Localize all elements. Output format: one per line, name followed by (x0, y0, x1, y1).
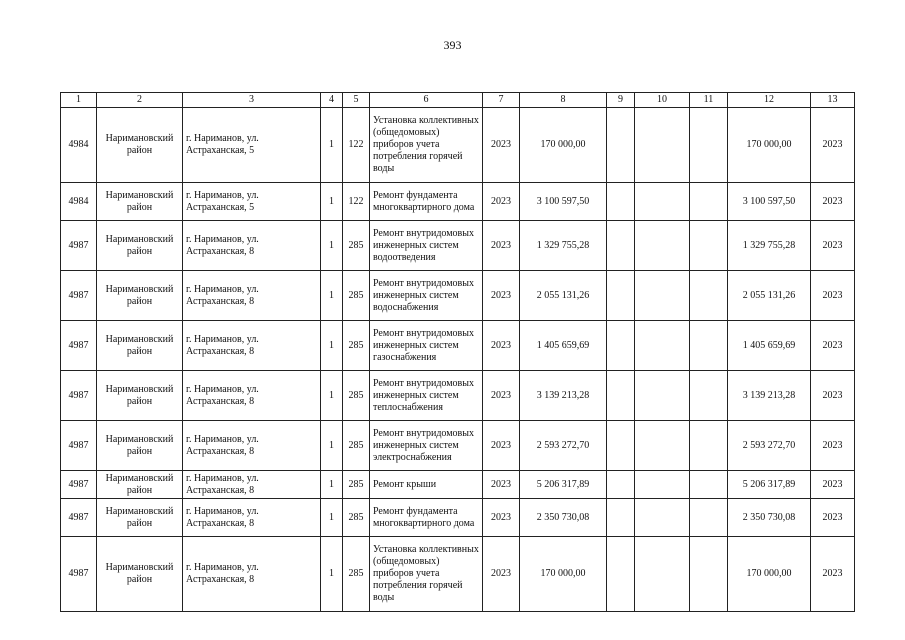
cell-col11 (690, 471, 728, 499)
cell-col9 (607, 221, 635, 271)
cell-col10 (635, 471, 690, 499)
cell-col13: 2023 (811, 471, 855, 499)
cell-col10 (635, 537, 690, 612)
cell-year: 2023 (483, 499, 520, 537)
col-header-13: 13 (811, 93, 855, 108)
cell-col5: 285 (343, 471, 370, 499)
cell-col4: 1 (321, 221, 343, 271)
cell-col9 (607, 537, 635, 612)
cell-col4: 1 (321, 499, 343, 537)
cell-year: 2023 (483, 537, 520, 612)
table-row (61, 471, 855, 499)
cell-amount: 170 000,00 (520, 108, 607, 183)
cell-col10 (635, 321, 690, 371)
cell-address: г. Нариманов, ул. Астраханская, 8 (183, 421, 321, 471)
cell-id: 4987 (61, 421, 97, 471)
cell-col10 (635, 371, 690, 421)
cell-district: Наримановский район (97, 271, 183, 321)
cell-year: 2023 (483, 471, 520, 499)
col-header-1: 1 (61, 93, 97, 108)
cell-year: 2023 (483, 183, 520, 221)
cell-work-type: Ремонт внутридомовых инженерных систем газоснабжения (370, 321, 483, 371)
col-header-11: 11 (690, 93, 728, 108)
cell-year: 2023 (483, 221, 520, 271)
cell-district: Наримановский район (97, 221, 183, 271)
cell-address: г. Нариманов, ул. Астраханская, 8 (183, 321, 321, 371)
cell-col11 (690, 371, 728, 421)
cell-col13: 2023 (811, 499, 855, 537)
cell-col12: 3 100 597,50 (728, 183, 811, 221)
cell-col4: 1 (321, 183, 343, 221)
cell-col5: 285 (343, 371, 370, 421)
cell-col12: 170 000,00 (728, 537, 811, 612)
cell-address: г. Нариманов, ул. Астраханская, 8 (183, 221, 321, 271)
table-body (61, 93, 855, 612)
cell-col12: 2 593 272,70 (728, 421, 811, 471)
cell-col4: 1 (321, 421, 343, 471)
cell-id: 4987 (61, 271, 97, 321)
cell-col9 (607, 183, 635, 221)
cell-col5: 122 (343, 183, 370, 221)
cell-district: Наримановский район (97, 108, 183, 183)
cell-col4: 1 (321, 321, 343, 371)
cell-address: г. Нариманов, ул. Астраханская, 8 (183, 371, 321, 421)
cell-col4: 1 (321, 271, 343, 321)
cell-col9 (607, 471, 635, 499)
cell-district: Наримановский район (97, 183, 183, 221)
cell-amount: 5 206 317,89 (520, 471, 607, 499)
table-row (61, 421, 855, 471)
cell-work-type: Ремонт внутридомовых инженерных систем водоснабжения (370, 271, 483, 321)
cell-col10 (635, 499, 690, 537)
table-row (61, 183, 855, 221)
cell-col13: 2023 (811, 271, 855, 321)
page-number: 393 (443, 38, 462, 52)
cell-col12: 170 000,00 (728, 108, 811, 183)
table-row (61, 537, 855, 612)
cell-col13: 2023 (811, 221, 855, 271)
cell-id: 4984 (61, 108, 97, 183)
table-row (61, 371, 855, 421)
table-row (61, 499, 855, 537)
cell-col11 (690, 221, 728, 271)
cell-id: 4987 (61, 321, 97, 371)
cell-col5: 285 (343, 271, 370, 321)
cell-col9 (607, 421, 635, 471)
cell-id: 4987 (61, 499, 97, 537)
cell-col4: 1 (321, 108, 343, 183)
cell-address: г. Нариманов, ул. Астраханская, 8 (183, 499, 321, 537)
cell-work-type: Установка коллективных (общедомовых) приборов учета потребления горячей воды (370, 537, 483, 612)
cell-col11 (690, 271, 728, 321)
table-row (61, 321, 855, 371)
cell-col13: 2023 (811, 108, 855, 183)
cell-work-type: Ремонт внутридомовых инженерных систем электроснабжения (370, 421, 483, 471)
cell-col13: 2023 (811, 183, 855, 221)
cell-address: г. Нариманов, ул. Астраханская, 8 (183, 537, 321, 612)
cell-col5: 122 (343, 108, 370, 183)
cell-col10 (635, 108, 690, 183)
cell-year: 2023 (483, 108, 520, 183)
cell-col9 (607, 108, 635, 183)
cell-year: 2023 (483, 371, 520, 421)
cell-address: г. Нариманов, ул. Астраханская, 5 (183, 108, 321, 183)
table-row (61, 221, 855, 271)
cell-amount: 1 329 755,28 (520, 221, 607, 271)
cell-col5: 285 (343, 537, 370, 612)
cell-col12: 3 139 213,28 (728, 371, 811, 421)
cell-col9 (607, 321, 635, 371)
cell-year: 2023 (483, 271, 520, 321)
cell-col5: 285 (343, 499, 370, 537)
cell-work-type: Ремонт внутридомовых инженерных систем водоотведения (370, 221, 483, 271)
cell-col9 (607, 371, 635, 421)
col-header-10: 10 (635, 93, 690, 108)
cell-col9 (607, 499, 635, 537)
cell-col11 (690, 499, 728, 537)
cell-amount: 3 100 597,50 (520, 183, 607, 221)
cell-id: 4987 (61, 471, 97, 499)
cell-address: г. Нариманов, ул. Астраханская, 5 (183, 183, 321, 221)
cell-district: Наримановский район (97, 537, 183, 612)
cell-district: Наримановский район (97, 421, 183, 471)
col-header-9: 9 (607, 93, 635, 108)
cell-address: г. Нариманов, ул. Астраханская, 8 (183, 471, 321, 499)
cell-col11 (690, 183, 728, 221)
cell-col4: 1 (321, 471, 343, 499)
cell-id: 4987 (61, 371, 97, 421)
col-header-5: 5 (343, 93, 370, 108)
cell-col5: 285 (343, 221, 370, 271)
repair-schedule-table (60, 92, 855, 612)
cell-col12: 5 206 317,89 (728, 471, 811, 499)
cell-col11 (690, 108, 728, 183)
cell-col13: 2023 (811, 421, 855, 471)
cell-col4: 1 (321, 537, 343, 612)
cell-work-type: Ремонт крыши (370, 471, 483, 499)
cell-district: Наримановский район (97, 471, 183, 499)
cell-col12: 1 329 755,28 (728, 221, 811, 271)
cell-col5: 285 (343, 321, 370, 371)
cell-id: 4987 (61, 537, 97, 612)
cell-col11 (690, 321, 728, 371)
cell-id: 4987 (61, 221, 97, 271)
cell-year: 2023 (483, 421, 520, 471)
cell-col10 (635, 271, 690, 321)
cell-col12: 2 055 131,26 (728, 271, 811, 321)
cell-col11 (690, 421, 728, 471)
cell-district: Наримановский район (97, 321, 183, 371)
cell-id: 4984 (61, 183, 97, 221)
cell-col10 (635, 183, 690, 221)
cell-col12: 2 350 730,08 (728, 499, 811, 537)
cell-year: 2023 (483, 321, 520, 371)
cell-col13: 2023 (811, 371, 855, 421)
cell-amount: 3 139 213,28 (520, 371, 607, 421)
cell-work-type: Ремонт фундамента многоквартирного дома (370, 499, 483, 537)
cell-col5: 285 (343, 421, 370, 471)
cell-amount: 2 350 730,08 (520, 499, 607, 537)
cell-district: Наримановский район (97, 499, 183, 537)
cell-work-type: Ремонт внутридомовых инженерных систем теплоснабжения (370, 371, 483, 421)
cell-col10 (635, 221, 690, 271)
col-header-2: 2 (97, 93, 183, 108)
col-header-8: 8 (520, 93, 607, 108)
column-number-row (61, 93, 855, 108)
cell-address: г. Нариманов, ул. Астраханская, 8 (183, 271, 321, 321)
table-row (61, 271, 855, 321)
col-header-4: 4 (321, 93, 343, 108)
cell-col13: 2023 (811, 537, 855, 612)
col-header-3: 3 (183, 93, 321, 108)
cell-col10 (635, 421, 690, 471)
table-row (61, 108, 855, 183)
col-header-7: 7 (483, 93, 520, 108)
cell-work-type: Ремонт фундамента многоквартирного дома (370, 183, 483, 221)
cell-amount: 2 593 272,70 (520, 421, 607, 471)
cell-work-type: Установка коллективных (общедомовых) приборов учета потребления горячей воды (370, 108, 483, 183)
cell-col12: 1 405 659,69 (728, 321, 811, 371)
col-header-6: 6 (370, 93, 483, 108)
cell-amount: 2 055 131,26 (520, 271, 607, 321)
cell-col4: 1 (321, 371, 343, 421)
cell-col9 (607, 271, 635, 321)
cell-col13: 2023 (811, 321, 855, 371)
col-header-12: 12 (728, 93, 811, 108)
cell-col11 (690, 537, 728, 612)
cell-amount: 170 000,00 (520, 537, 607, 612)
cell-amount: 1 405 659,69 (520, 321, 607, 371)
cell-district: Наримановский район (97, 371, 183, 421)
